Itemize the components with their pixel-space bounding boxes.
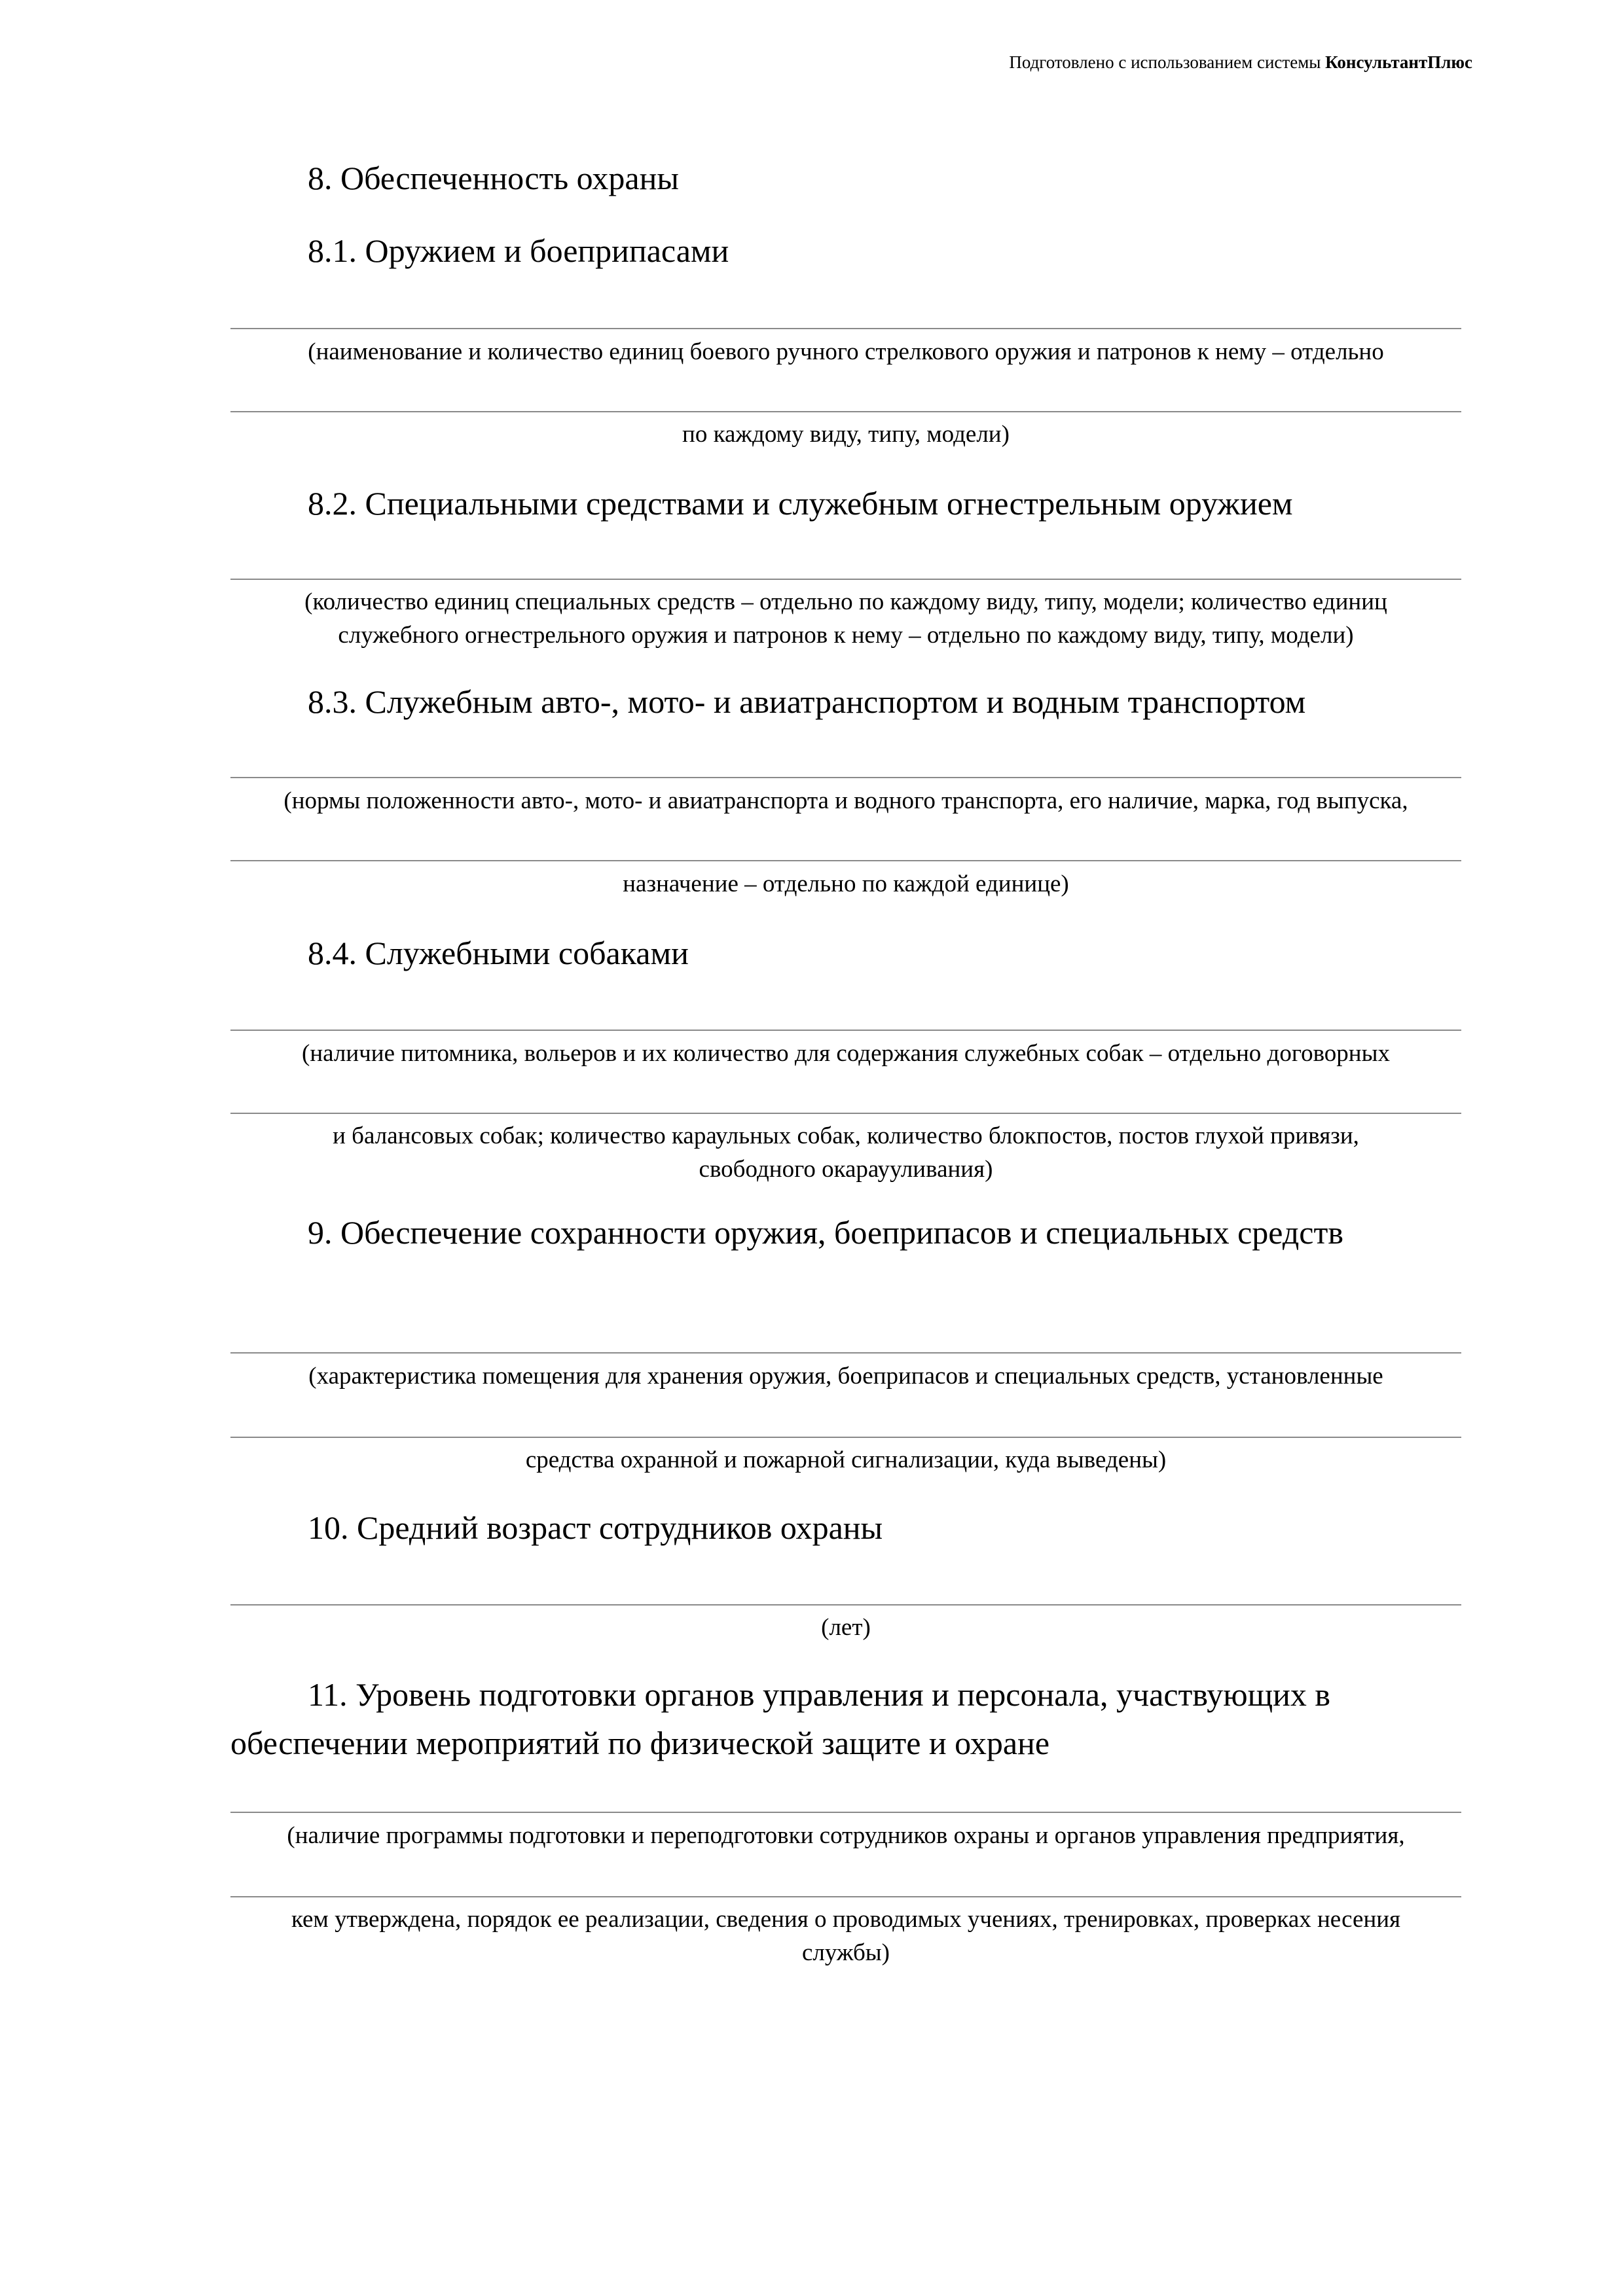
fill-line bbox=[230, 579, 1461, 580]
fill-line bbox=[230, 860, 1461, 861]
section-11-note-2: кем утверждена, порядок ее реализации, сведения о проводимых учениях, тренировках, проверках несения bbox=[291, 1906, 1401, 1933]
section-8-1-note-2: по каждому виду, типу, модели) bbox=[682, 421, 1010, 448]
section-8-4-note-2: и балансовых собак; количество караульных собак, количество блокпостов, постов глухой привязи, bbox=[333, 1122, 1359, 1149]
section-8-4-note-3: свободного окараууливания) bbox=[699, 1156, 993, 1183]
page-header-note bbox=[1009, 52, 1472, 73]
section-9-note-2: средства охранной и пожарной сигнализации, куда выведены) bbox=[525, 1446, 1167, 1473]
section-11-note-3: службы) bbox=[802, 1939, 890, 1966]
section-8-2-note-1: (количество единиц специальных средств – отдельно по каждому виду, типу, модели; количество единиц bbox=[304, 588, 1387, 615]
fill-line bbox=[230, 1352, 1461, 1354]
section-8-4-heading: 8.4. Служебными собаками bbox=[308, 935, 689, 971]
section-8-4-note-rest bbox=[230, 1119, 1461, 1186]
section-8-3-note-1: (нормы положенности авто-, мото- и авиатранспорта и водного транспорта, его наличие, марка, год выпуска, bbox=[283, 787, 1408, 814]
fill-line bbox=[230, 1030, 1461, 1031]
fill-line bbox=[230, 411, 1461, 412]
section-8-1-heading: 8.1. Оружием и боеприпасами bbox=[308, 232, 729, 269]
section-8-4-note-1: (наличие питомника, вольеров и их количество для содержания служебных собак – отдельно договорных bbox=[302, 1040, 1390, 1067]
fill-line bbox=[230, 1604, 1461, 1605]
section-11-heading bbox=[230, 1670, 1461, 1767]
section-8-3-heading: 8.3. Служебным авто-, мото- и авиатранспортом и водным транспортом bbox=[308, 683, 1306, 720]
section-11-title: Уровень подготовки органов управления и персонала, участвующих в обеспечении мероприятий по физической защите и охране bbox=[230, 1676, 1330, 1761]
section-9-heading bbox=[230, 1208, 1461, 1257]
section-9-number: 9. bbox=[308, 1214, 333, 1251]
fill-line bbox=[230, 777, 1461, 778]
section-8-3-note-2: назначение – отдельно по каждой единице) bbox=[623, 870, 1069, 897]
section-8-2-note bbox=[230, 585, 1461, 652]
section-10-note: (лет) bbox=[821, 1614, 871, 1641]
fill-line bbox=[230, 1896, 1461, 1897]
fill-line bbox=[230, 1437, 1461, 1438]
fill-line bbox=[230, 1113, 1461, 1114]
fill-line bbox=[230, 328, 1461, 329]
section-11-number: 11. bbox=[308, 1676, 348, 1713]
header-prefix: Подготовлено с использованием системы bbox=[1009, 52, 1321, 72]
section-8-heading: 8. Обеспеченность охраны bbox=[308, 160, 679, 196]
section-11-note-rest bbox=[230, 1903, 1461, 1969]
section-9-note-1: (характеристика помещения для хранения оружия, боеприпасов и специальных средств, установленные bbox=[308, 1363, 1383, 1390]
section-8-1-note-1: (наименование и количество единиц боевого ручного стрелкового оружия и патронов к нему – отдельно bbox=[308, 338, 1384, 365]
section-11-note-1: (наличие программы подготовки и переподготовки сотрудников охраны и органов управления предприятия, bbox=[287, 1822, 1405, 1849]
section-8-2-heading: 8.2. Специальными средствами и служебным огнестрельным оружием bbox=[308, 485, 1293, 522]
header-brand: КонсультантПлюс bbox=[1325, 52, 1472, 72]
fill-line bbox=[230, 1812, 1461, 1813]
section-10-heading: 10. Средний возраст сотрудников охраны bbox=[308, 1509, 883, 1546]
section-8-2-note-2: служебного огнестрельного оружия и патронов к нему – отдельно по каждому виду, типу, модели) bbox=[338, 622, 1354, 649]
section-9-title: Обеспечение сохранности оружия, боеприпасов и специальных средств bbox=[340, 1214, 1343, 1251]
